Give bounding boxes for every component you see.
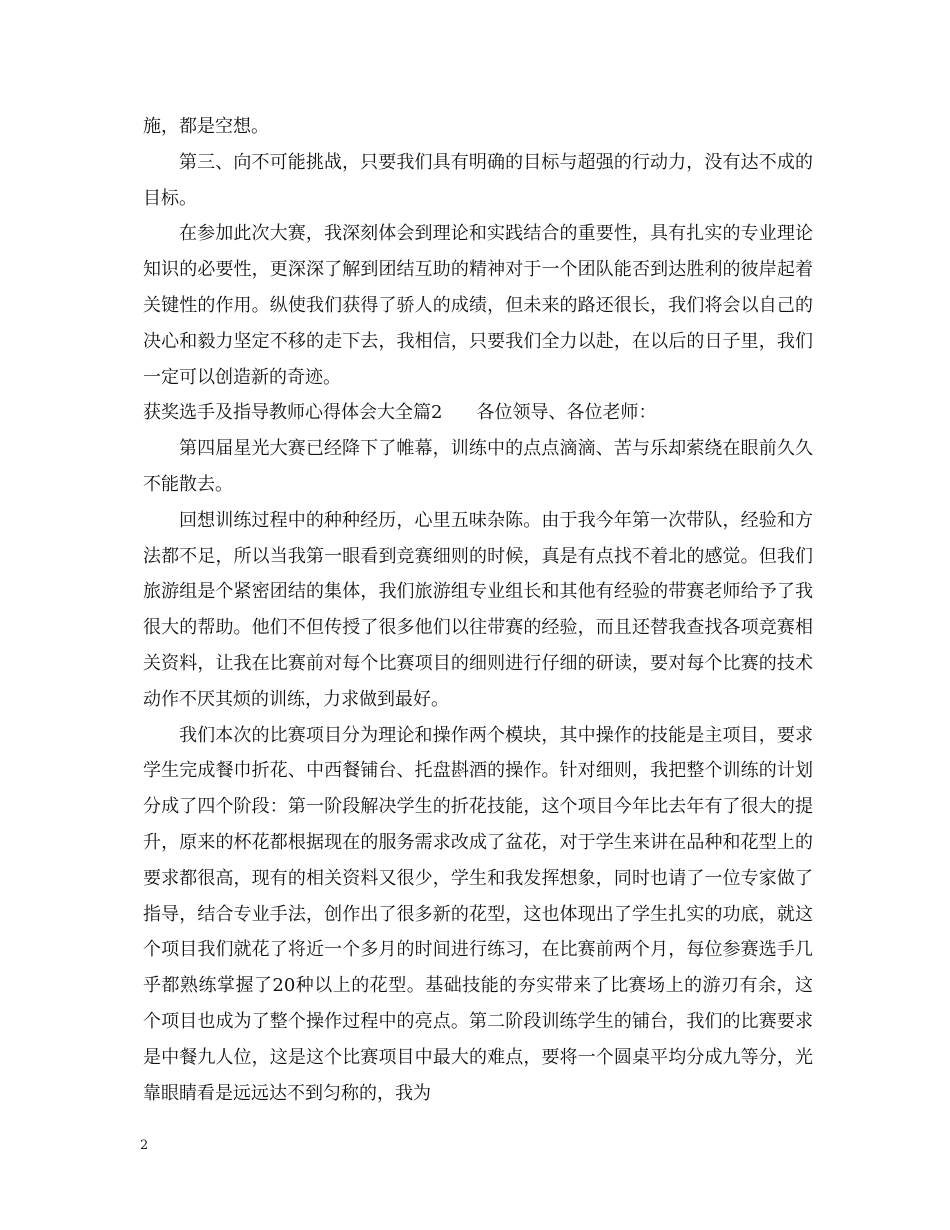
body-text <box>143 109 813 1111</box>
paragraph-intro: 第四届星光大赛已经降下了帷幕，训练中的点点滴滴、苦与乐却萦绕在眼前久久不能散去。 <box>143 438 813 495</box>
paragraph-training-plan: 我们本次的比赛项目分为理论和操作两个模块，其中操作的技能是主项目，要求学生完成餐巾折花、中西餐铺台、托盘斟酒的操作。针对细则，我把整个训练的计划分成了四个阶段：第一阶段解决学生的折花技能，这个项目今年比去年有了很大的提升，原来的杯花都根据现在的服务需求改成了盆花，对于学生来讲在品种和花型上的要求都很高，现有的相关资料又很少，学生和我发挥想象，同时也请了一位专家做了指导，结合专业手法，创作出了很多新的花型，这也体现出了学生扎实的功底，就这个项目我们就花了将近一个多月的时间进行练习，在比赛前两个月，每位参赛选手几乎都熟练掌握了20种以上的花型。基础技能的夯实带来了比赛场上的游刃有余，这个项目也成为了整个操作过程中的亮点。第二阶段训练学生的铺台，我们的比赛要求是中餐九人位，这是这个比赛项目中最大的难点，要将一个圆桌平均分成九等分，光靠眼睛看是远远达不到匀称的，我为 <box>143 724 813 1104</box>
page-number: 2 <box>140 1138 149 1153</box>
paragraph-recollection: 回想训练过程中的种种经历，心里五味杂陈。由于我今年第一次带队，经验和方法都不足，所以当我第一眼看到竞赛细则的时候，真是有点找不着北的感觉。但我们旅游组是个紧密团结的集体，我们旅游组专业组长和其他有经验的带赛老师给予了我很大的帮助。他们不但传授了很多他们以往带赛的经验，而且还替我查找各项竞赛相关资料，让我在比赛前对每个比赛项目的细则进行仔细的研读，要对每个比赛的技术动作不厌其烦的训练，力求做到最好。 <box>143 509 813 710</box>
section-heading-line <box>143 395 813 431</box>
paragraph-reflection: 在参加此次大赛，我深刻体会到理论和实践结合的重要性，具有扎实的专业理论知识的必要性，更深深了解到团结互助的精神对于一个团队能否到达胜利的彼岸起着关键性的作用。纵使我们获得了骄人的成绩，但未来的路还很长，我们将会以自己的决心和毅力坚定不移的走下去，我相信，只要我们全力以赴，在以后的日子里，我们一定可以创造新的奇迹。 <box>143 223 813 388</box>
greeting: 各位领导、各位老师： <box>476 402 657 424</box>
section-title: 获奖选手及指导教师心得体会大全篇2 <box>143 402 443 424</box>
paragraph-continuation: 施，都是空想。 <box>143 116 269 137</box>
paragraph-third-point: 第三、向不可能挑战，只要我们具有明确的目标与超强的行动力，没有达不成的目标。 <box>143 151 813 209</box>
